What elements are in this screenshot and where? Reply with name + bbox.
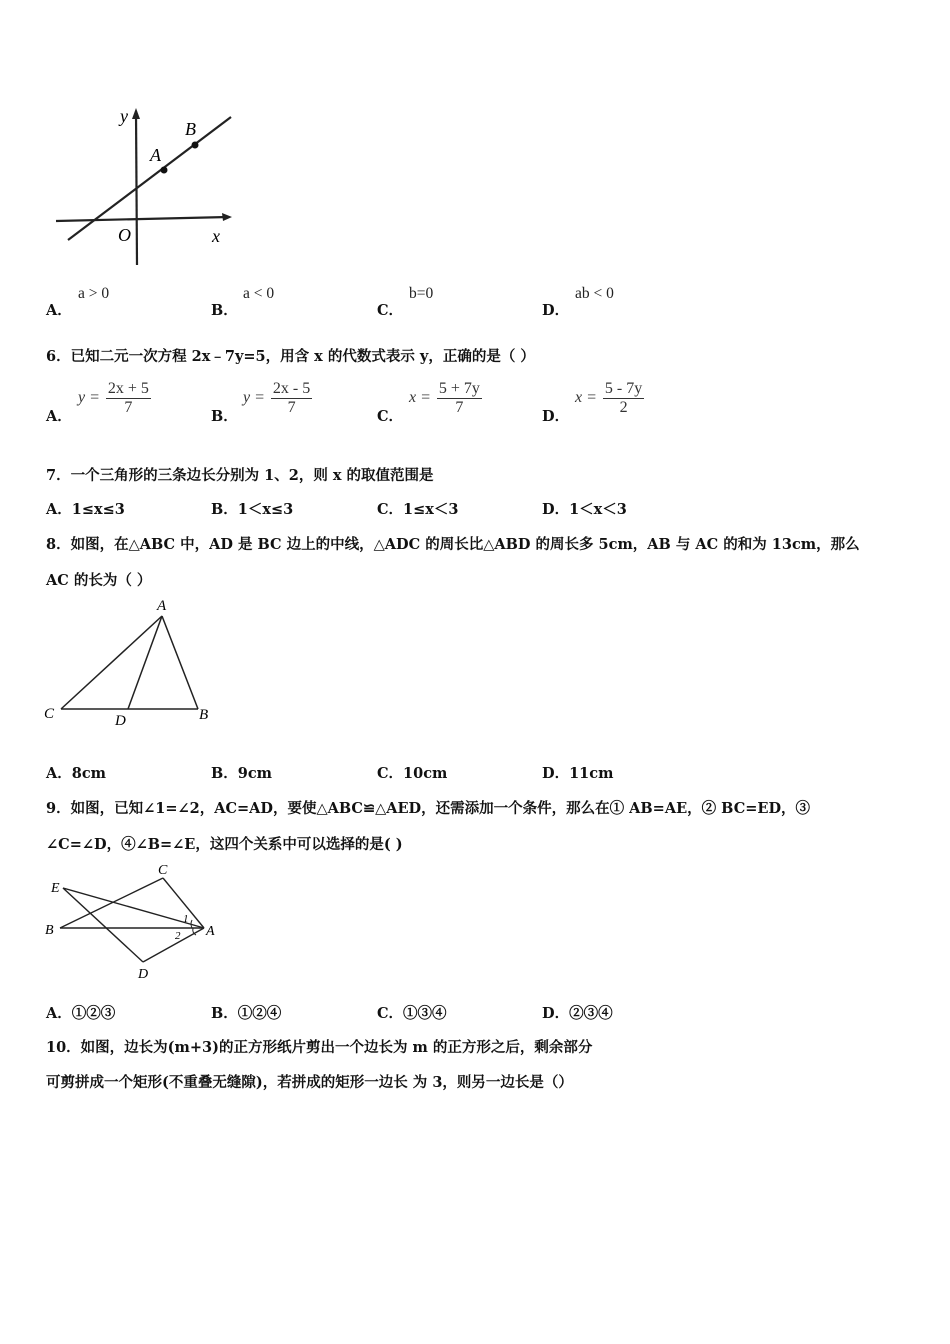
option-letter: B． — [211, 765, 238, 782]
option-text: 9cm — [237, 765, 273, 782]
q7-option-c[interactable] — [377, 498, 459, 519]
option-text: 1＜x＜3 — [569, 501, 627, 518]
option-letter: A． — [46, 302, 72, 319]
option-text: ①②④ — [237, 1005, 282, 1022]
q6-option-d-formula — [575, 380, 644, 417]
formula-lhs: x = — [575, 389, 597, 407]
option-letter: D． — [542, 765, 570, 782]
q7-option-a[interactable] — [46, 498, 125, 519]
x-axis-arrow — [222, 213, 232, 221]
q8-option-c[interactable] — [377, 762, 447, 783]
fraction-numerator: 5 - 7y — [604, 380, 643, 397]
option-letter: C． — [377, 302, 404, 319]
option-text: ②③④ — [569, 1005, 613, 1022]
fraction-numerator: 2x - 5 — [272, 380, 311, 397]
q8-triangle-figure — [40, 595, 220, 730]
option-text: 1≤x≤3 — [71, 501, 125, 518]
option-letter: B． — [211, 302, 238, 319]
option-text: 8cm — [71, 765, 107, 782]
point-c-label: C — [158, 863, 168, 878]
option-letter: D． — [542, 408, 570, 425]
option-letter: D． — [542, 501, 570, 518]
q9-stem-line1: 9．如图，已知∠1=∠2，AC=AD，要使△ABC≌△AED，还需添加一个条件，那么在① AB=AE，② BC=ED，③ — [46, 800, 811, 817]
option-text: ①②③ — [71, 1005, 116, 1022]
option-letter: A． — [46, 765, 72, 782]
fraction-denominator: 7 — [287, 399, 296, 416]
q5-graph-figure — [48, 100, 248, 270]
option-letter: B． — [211, 501, 238, 518]
q5-option-b[interactable] — [211, 299, 238, 320]
formula-lhs: y = — [78, 389, 100, 407]
q9-option-b[interactable] — [211, 1002, 281, 1023]
option-text: ①③④ — [403, 1005, 447, 1022]
option-letter: A． — [46, 1005, 72, 1022]
formula-lhs: y = — [243, 389, 265, 407]
vertex-c-label: C — [44, 706, 55, 722]
q8-option-a[interactable] — [46, 762, 106, 783]
point-a-label: A — [206, 924, 215, 939]
point-a-label: A — [150, 145, 161, 165]
vertex-d-label: D — [115, 713, 126, 729]
q6-option-a-formula — [78, 380, 151, 417]
q8-stem-line1: 8．如图，在△ABC 中，AD 是 BC 边上的中线，△ADC 的周长比△ABD 的周长多 5cm，AB 与 AC 的和为 13cm，那么 — [46, 536, 860, 553]
q6-option-c-formula — [409, 380, 482, 417]
vertex-a-label: A — [157, 598, 167, 614]
q5-option-d[interactable] — [542, 299, 569, 320]
side-ca — [61, 616, 162, 709]
point-a-dot — [161, 167, 168, 174]
option-text: 1＜x≤3 — [237, 501, 294, 518]
option-letter: C． — [377, 501, 404, 518]
option-letter: B． — [211, 1005, 238, 1022]
q7-stem: 7．一个三角形的三条边长分别为 1、2，则 x 的取值范围是 — [46, 467, 434, 484]
q6-option-a[interactable] — [46, 405, 72, 426]
median-ad — [128, 616, 162, 709]
graph-line — [68, 117, 231, 240]
option-letter: B． — [211, 408, 238, 425]
q10-stem-line2: 可剪拼成一个矩形(不重叠无缝隙)，若拼成的矩形一边长 为 3，则另一边长是（） — [46, 1074, 573, 1091]
option-text: 11cm — [569, 765, 614, 782]
angle-2-label: 2 — [175, 930, 181, 942]
x-axis — [56, 217, 228, 221]
q8-option-d[interactable] — [542, 762, 613, 783]
option-letter: C． — [377, 765, 404, 782]
option-letter: A． — [46, 408, 72, 425]
option-letter: A． — [46, 501, 72, 518]
q5-option-a[interactable] — [46, 299, 72, 320]
point-d-label: D — [138, 967, 149, 982]
fraction-denominator: 7 — [455, 399, 464, 416]
q5-option-b-text: a < 0 — [243, 285, 275, 302]
q6-option-c[interactable] — [377, 405, 403, 426]
y-axis-arrow — [132, 108, 140, 119]
point-b-label: B — [45, 923, 54, 938]
q9-option-c[interactable] — [377, 1002, 447, 1023]
formula-lhs: x = — [409, 389, 431, 407]
q8-stem-line2: AC 的长为（ ） — [46, 572, 152, 589]
option-letter: C． — [377, 408, 404, 425]
side-ab — [162, 616, 198, 709]
angle-1-label: 1 — [183, 913, 189, 925]
q9-figure — [40, 860, 230, 985]
y-axis-label: y — [120, 106, 128, 126]
option-text: 10cm — [403, 765, 448, 782]
q9-stem-line2: ∠C=∠D，④∠B=∠E，这四个关系中可以选择的是( ) — [46, 836, 403, 853]
q9-option-d[interactable] — [542, 1002, 613, 1023]
option-letter: D． — [542, 302, 570, 319]
fraction-numerator: 2x + 5 — [107, 380, 149, 397]
x-axis-label: x — [212, 226, 220, 246]
q5-option-c-text: b=0 — [409, 285, 434, 302]
origin-label: O — [118, 225, 131, 245]
q5-option-d-text: ab < 0 — [575, 285, 614, 302]
q7-option-d[interactable] — [542, 498, 627, 519]
point-e-label: E — [51, 881, 60, 896]
option-letter: D． — [542, 1005, 570, 1022]
fraction-numerator: 5 + 7y — [438, 380, 480, 397]
q6-stem: 6．已知二元一次方程 2x﹣7y=5，用含 x 的代数式表示 y，正确的是（ ） — [46, 348, 535, 365]
q5-option-a-text: a > 0 — [78, 285, 110, 302]
q6-option-b-formula — [243, 380, 312, 417]
q7-option-b[interactable] — [211, 498, 293, 519]
q5-option-c[interactable] — [377, 299, 403, 320]
option-text: 1≤x＜3 — [403, 501, 459, 518]
segment-bc — [60, 878, 163, 928]
q10-stem-line1: 10．如图，边长为(m+3)的正方形纸片剪出一个边长为 m 的正方形之后，剩余部分 — [46, 1039, 593, 1056]
point-b-dot — [192, 142, 199, 149]
option-letter: C． — [377, 1005, 404, 1022]
fraction-denominator: 2 — [619, 399, 628, 416]
q6-option-b[interactable] — [211, 405, 238, 426]
q9-option-a[interactable] — [46, 1002, 115, 1023]
q6-option-d[interactable] — [542, 405, 569, 426]
fraction-denominator: 7 — [124, 399, 133, 416]
vertex-b-label: B — [199, 707, 209, 723]
segment-da — [143, 928, 204, 962]
point-b-label: B — [185, 119, 196, 139]
q8-option-b[interactable] — [211, 762, 272, 783]
